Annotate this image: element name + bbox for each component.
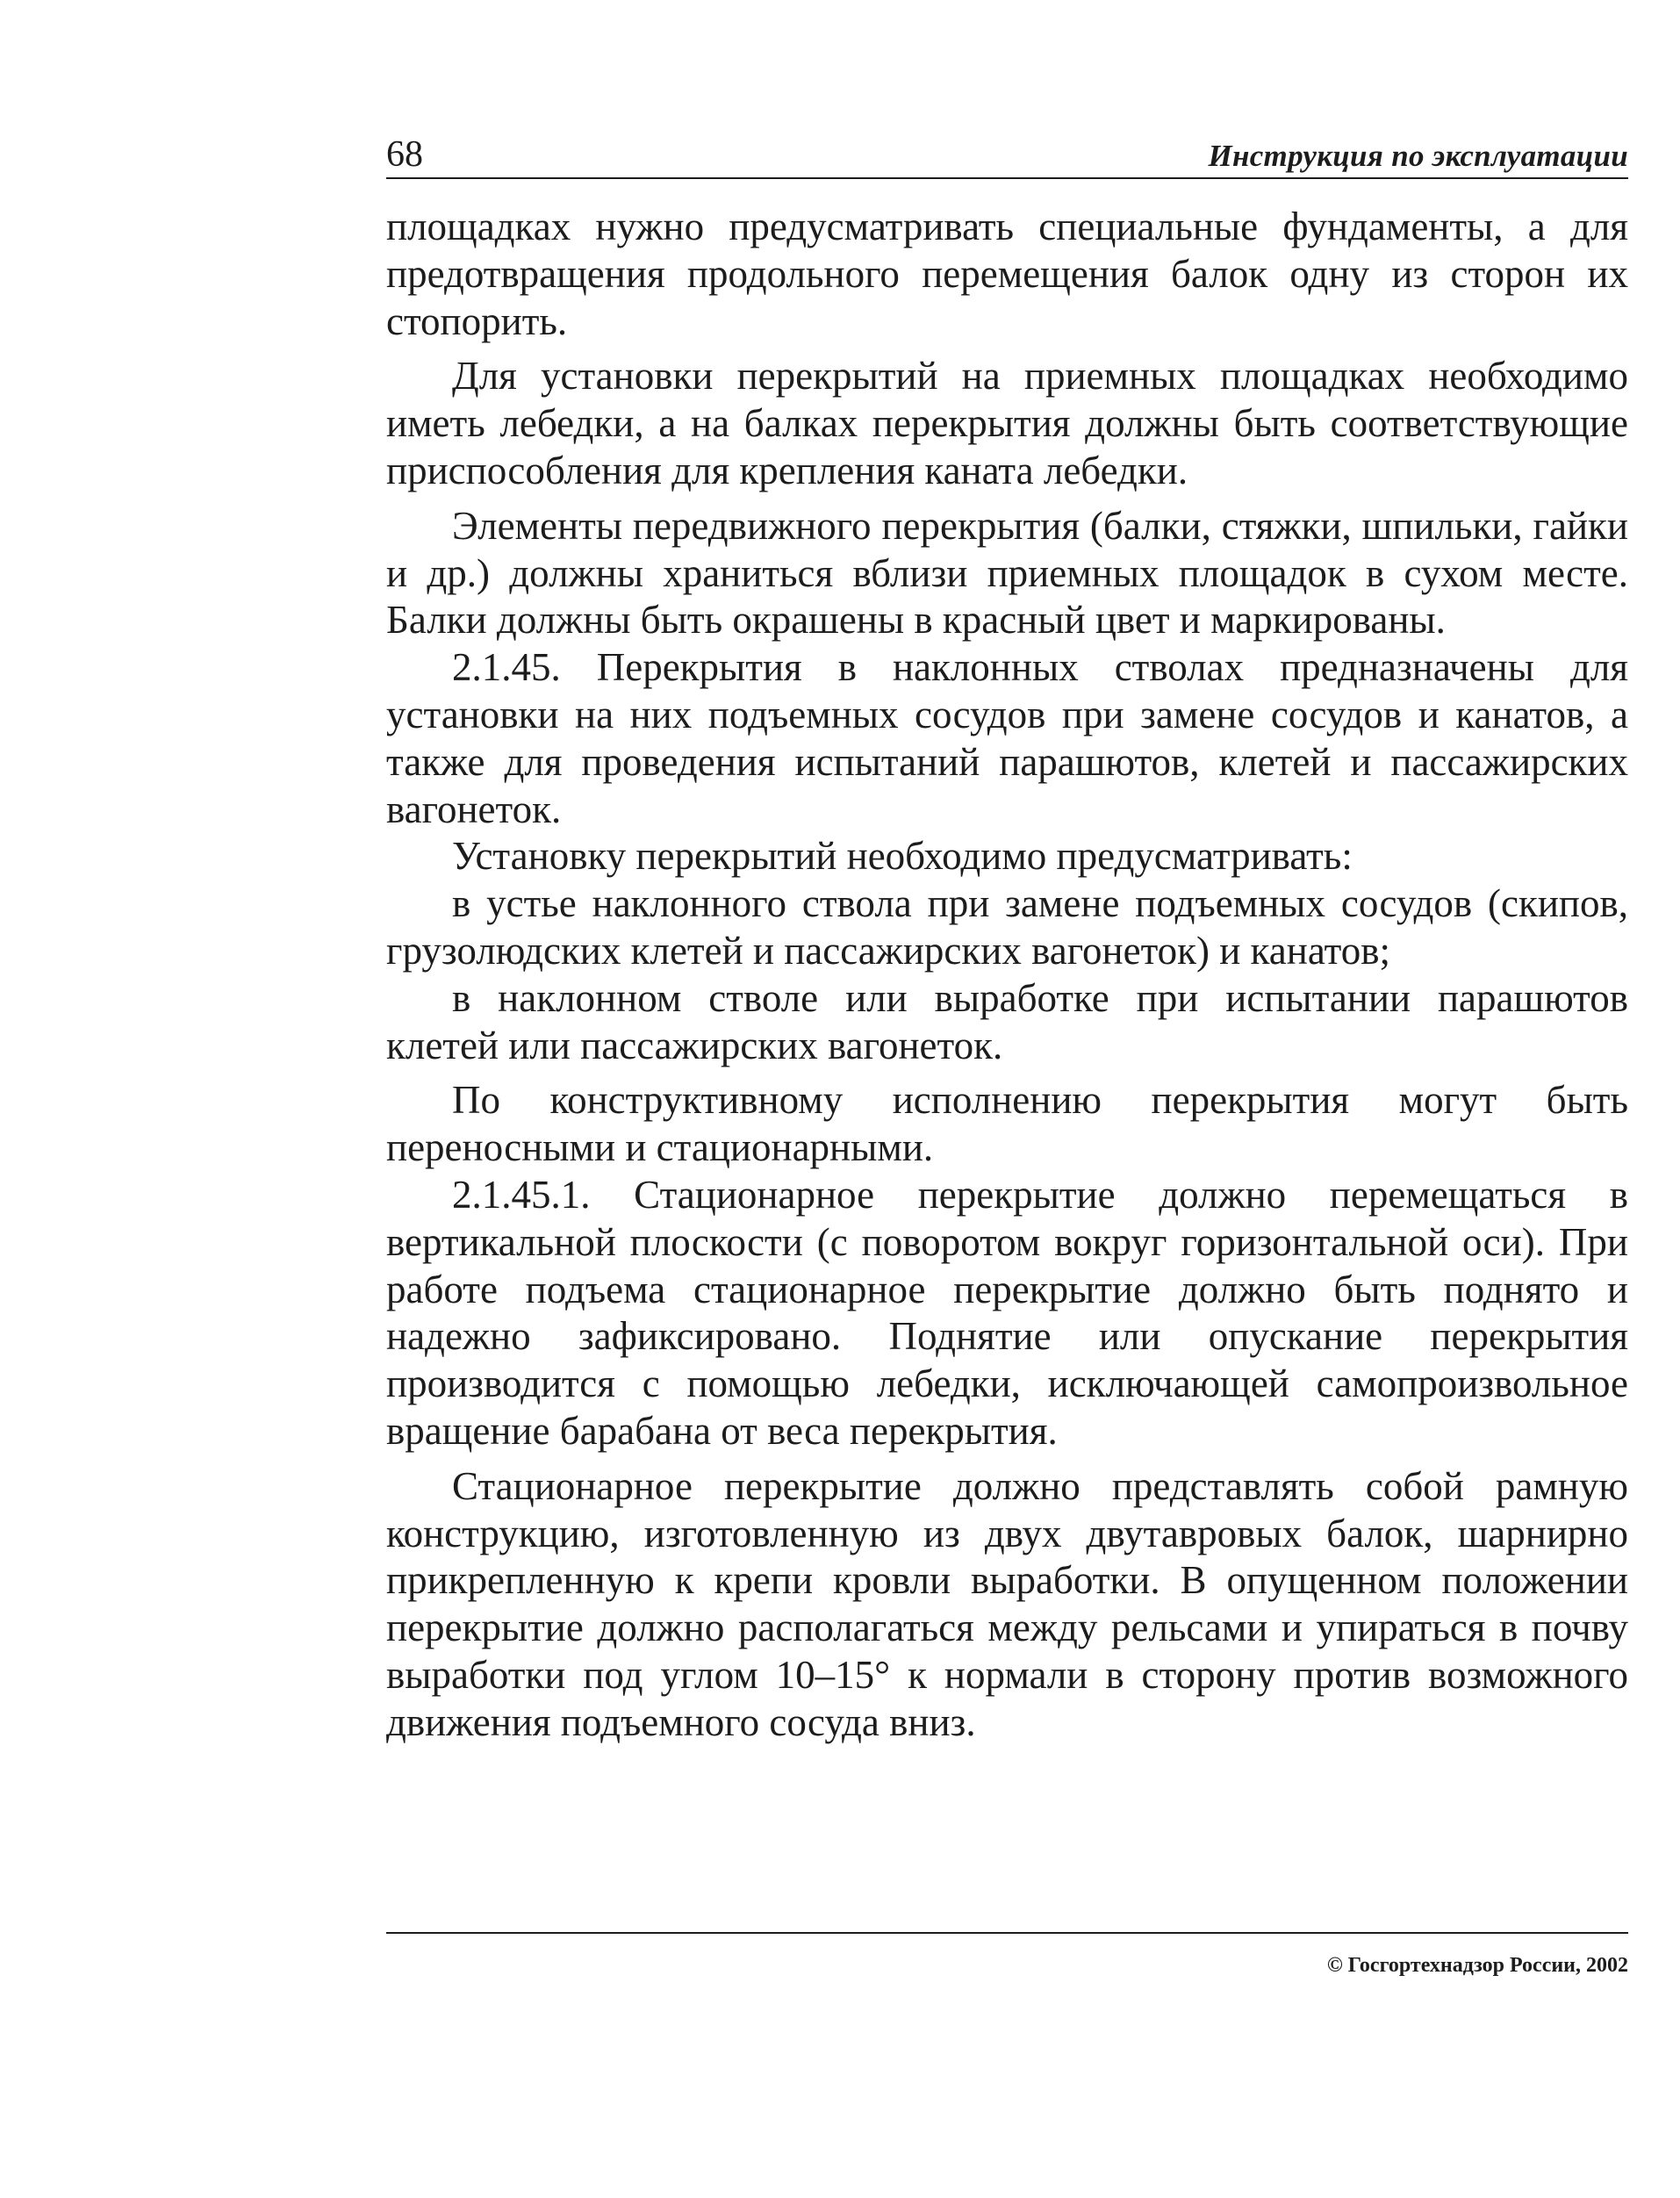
copyright-footer: © Госгортехнадзор России, 2002: [1326, 1954, 1628, 1977]
paragraph: площадках нужно предусматривать специальные фундаменты, а для предотвращения продольного перемещения балок одну из сторон их стопорить.: [386, 205, 1628, 343]
list-item: в устье наклонного ствола при замене подъемных сосудов (скипов, грузолюдских клетей и пассажирских вагонеток) и канатов;: [386, 881, 1628, 973]
list-item: в наклонном стволе или выработке при испытании парашютов клетей или пассажирских вагонеток.: [386, 975, 1628, 1067]
running-header: [386, 132, 1628, 181]
paragraph: По конструктивному исполнению перекрытия могут быть переносными и стационарными.: [386, 1078, 1628, 1170]
body-text: [386, 204, 1628, 1747]
header-rule: [386, 177, 1628, 179]
paragraph: Стационарное перекрытие должно представлять собой рамную конструкцию, изготовленную из двух двутавровых балок, шарнирно прикрепленную к крепи кровли выработки. В опущенном положении перекрытие должно располагаться между рельсами и упираться в почву выработки под углом 10–15° к нормали в сторону против возможного движения подъемного сосуда вниз.: [386, 1463, 1628, 1744]
section-paragraph: 2.1.45.1. Стационарное перекрытие должно перемещаться в вертикальной плоскости (с поворотом вокруг горизонтальной оси). При работе подъема стационарное перекрытие должно быть поднято и надежно зафиксировано. Поднятие или опускание перекрытия производится с помощью лебедки, исключающей самопроизвольное вращение барабана от веса перекрытия.: [386, 1172, 1628, 1453]
paragraph: Элементы передвижного перекрытия (балки, стяжки, шпильки, гайки и др.) должны храниться вблизи приемных площадок в сухом месте. Балки должны быть окрашены в красный цвет и маркированы.: [386, 503, 1628, 643]
paragraph: Установку перекрытий необходимо предусматривать:: [452, 834, 1353, 879]
section-paragraph: 2.1.45. Перекрытия в наклонных стволах предназначены для установки на них подъемных сосудов при замене сосудов и канатов, а также для проведения испытаний парашютов, клетей и пассажирских вагонеток.: [386, 645, 1628, 831]
running-title: Инструкция по эксплуатации: [1208, 139, 1628, 173]
paragraph: Для установки перекрытий на приемных площадках необходимо иметь лебедки, а на балках перекрытия должны быть соответствующие приспособления для крепления каната лебедки.: [386, 354, 1628, 492]
page-number: 68: [386, 134, 423, 175]
footer-rule: [386, 1932, 1628, 1934]
